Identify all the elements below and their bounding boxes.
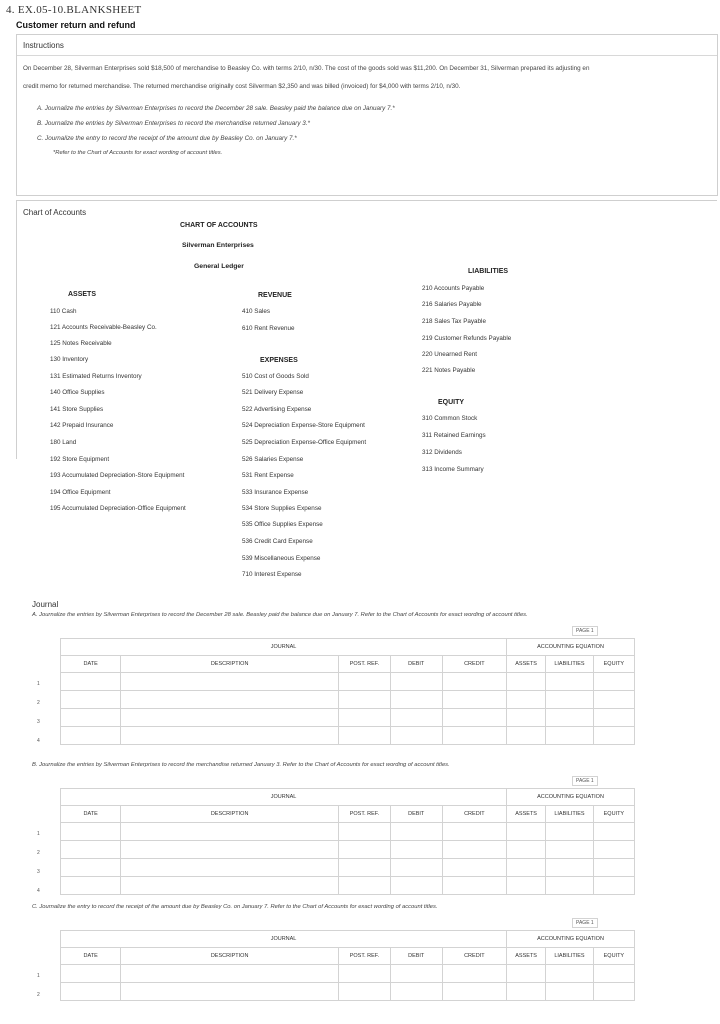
expense-account-2: 522 Advertising Expense [242,406,312,413]
journal-cell[interactable] [121,823,339,841]
column-header: ASSETS [507,806,546,823]
column-header: LIABILITIES [546,948,594,965]
asset-account-7: 142 Prepaid Insurance [50,422,114,429]
journal-cell[interactable] [507,709,546,727]
journal-title: JOURNAL [61,931,507,948]
journal-cell[interactable] [61,709,121,727]
asset-account-3: 130 Inventory [50,356,89,363]
journal-table [60,930,635,1001]
journal-prompt-0: A. Journalize the entries by Silverman Enterprises to record the December 28 sale. Beasley paid the balance due on January 7. Refer to the Chart of Accounts for exact wording of account titles. [32,612,528,618]
journal-cell[interactable] [121,877,339,895]
column-header: DESCRIPTION [121,806,339,823]
row-number: 3 [37,719,40,725]
row-number: 2 [37,992,40,998]
expenses-heading: EXPENSES [260,357,298,364]
journal-cell[interactable] [593,823,634,841]
journal-cell[interactable] [390,673,442,691]
journal-cell[interactable] [442,691,506,709]
journal-cell[interactable] [546,691,594,709]
expense-account-3: 524 Depreciation Expense-Store Equipment [242,422,365,429]
journal-cell[interactable] [507,859,546,877]
journal-table [60,638,635,745]
column-header: DEBIT [390,948,442,965]
journal-cell[interactable] [61,727,121,745]
journal-cell[interactable] [121,673,339,691]
instructions-panel [16,34,718,196]
column-header: LIABILITIES [546,656,594,673]
journal-cell[interactable] [339,691,391,709]
coa-title: CHART OF ACCOUNTS [180,222,258,229]
expense-account-1: 521 Delivery Expense [242,389,304,396]
column-header: POST. REF. [339,806,391,823]
revenue-account-0: 410 Sales [242,308,271,315]
journal-cell[interactable] [390,859,442,877]
journal-cell[interactable] [390,965,442,983]
journal-cell[interactable] [61,841,121,859]
journal-cell[interactable] [593,709,634,727]
journal-cell[interactable] [390,877,442,895]
journal-cell[interactable] [442,673,506,691]
journal-page-label: PAGE 1 [572,626,598,636]
journal-cell[interactable] [507,691,546,709]
journal-row [61,859,635,877]
journal-cell[interactable] [339,877,391,895]
column-header: CREDIT [442,656,506,673]
journal-cell[interactable] [507,727,546,745]
equity-account-2: 312 Dividends [422,449,462,456]
journal-page-label: PAGE 1 [572,776,598,786]
journal-title: JOURNAL [61,789,507,806]
journal-cell[interactable] [121,709,339,727]
equity-heading: EQUITY [438,399,465,406]
journal-cell[interactable] [390,841,442,859]
journal-cell[interactable] [593,859,634,877]
row-number: 4 [37,738,40,744]
journal-cell[interactable] [546,841,594,859]
column-header: POST. REF. [339,656,391,673]
row-number: 2 [37,700,40,706]
coa-company: Silverman Enterprises [182,242,254,249]
asset-account-12: 195 Accumulated Depreciation-Office Equipment [50,505,186,512]
liability-account-5: 221 Notes Payable [422,367,476,374]
journal-cell[interactable] [339,709,391,727]
journal-cell[interactable] [339,859,391,877]
column-header: ASSETS [507,656,546,673]
journal-cell[interactable] [61,965,121,983]
revenue-account-1: 610 Rent Revenue [242,325,295,332]
asset-account-8: 180 Land [50,439,77,446]
column-header: DEBIT [390,656,442,673]
instructions-para1: On December 28, Silverman Enterprises sold $18,500 of merchandise to Beasley Co. with terms 2/10, n/30. The cost of the goods sold was $11,200. On December 31, Silverman prepared its adjusting en [23,65,590,72]
instructions-heading: Instructions [23,41,64,50]
asset-account-11: 194 Office Equipment [50,489,111,496]
journal-cell[interactable] [442,709,506,727]
journal-page-label: PAGE 1 [572,918,598,928]
expense-account-11: 539 Miscellaneous Expense [242,555,321,562]
page-title: 4. EX.05-10.BLANKSHEET [6,4,142,16]
asset-account-2: 125 Notes Receivable [50,340,112,347]
column-header: EQUITY [593,656,634,673]
instructions-para2: credit memo for returned merchandise. The returned merchandise originally cost Silverman $2,350 and was billed (invoiced) for $4,000 with terms 2/10, n/30. [23,83,461,90]
expense-account-0: 510 Cost of Goods Sold [242,373,309,380]
journal-title: JOURNAL [61,639,507,656]
journal-cell[interactable] [546,983,594,1001]
expense-account-8: 534 Store Supplies Expense [242,505,322,512]
expense-account-5: 526 Salaries Expense [242,456,304,463]
equity-account-3: 313 Income Summary [422,466,484,473]
column-header: CREDIT [442,806,506,823]
journal-cell[interactable] [339,965,391,983]
journal-heading: Journal [32,600,59,609]
chart-heading: Chart of Accounts [23,208,87,217]
expense-account-7: 533 Insurance Expense [242,489,309,496]
equity-account-1: 311 Retained Earnings [422,432,486,439]
journal-cell[interactable] [390,691,442,709]
assets-heading: ASSETS [68,291,97,298]
column-header: CREDIT [442,948,506,965]
journal-row [61,877,635,895]
journal-cell[interactable] [442,965,506,983]
journal-cell[interactable] [61,673,121,691]
journal-cell[interactable] [390,823,442,841]
journal-cell[interactable] [121,691,339,709]
liability-account-1: 216 Salaries Payable [422,301,482,308]
instructions-divider [17,55,717,56]
row-number: 1 [37,681,40,687]
asset-account-6: 141 Store Supplies [50,406,104,413]
journal-cell[interactable] [390,983,442,1001]
journal-cell[interactable] [507,983,546,1001]
journal-cell[interactable] [546,877,594,895]
accounting-equation-title: ACCOUNTING EQUATION [507,789,635,806]
liability-account-2: 218 Sales Tax Payable [422,318,486,325]
row-number: 4 [37,888,40,894]
journal-cell[interactable] [507,673,546,691]
revenue-heading: REVENUE [258,292,292,299]
column-header: DESCRIPTION [121,656,339,673]
journal-row [61,709,635,727]
journal-cell[interactable] [61,859,121,877]
expense-account-6: 531 Rent Expense [242,472,294,479]
journal-cell[interactable] [593,877,634,895]
liability-account-3: 219 Customer Refunds Payable [422,335,512,342]
journal-cell[interactable] [442,727,506,745]
asset-account-10: 193 Accumulated Depreciation-Store Equipment [50,472,185,479]
column-header: EQUITY [593,948,634,965]
journal-row [61,841,635,859]
journal-row [61,673,635,691]
accounting-equation-title: ACCOUNTING EQUATION [507,931,635,948]
journal-cell[interactable] [121,965,339,983]
journal-cell[interactable] [593,841,634,859]
journal-cell[interactable] [121,859,339,877]
journal-cell[interactable] [593,965,634,983]
asset-account-0: 110 Cash [50,308,77,315]
column-header: POST. REF. [339,948,391,965]
journal-cell[interactable] [442,859,506,877]
instruction-item-c: C. Journalize the entry to record the receipt of the amount due by Beasley Co. on January 7.* [37,135,297,142]
coa-ledger: General Ledger [194,263,244,270]
journal-cell[interactable] [61,691,121,709]
column-header: LIABILITIES [546,806,594,823]
asset-account-5: 140 Office Supplies [50,389,105,396]
equity-account-0: 310 Common Stock [422,415,478,422]
asset-account-1: 121 Accounts Receivable-Beasley Co. [50,324,157,331]
row-number: 1 [37,973,40,979]
column-header: DATE [61,806,121,823]
column-header: DATE [61,656,121,673]
journal-cell[interactable] [339,823,391,841]
journal-cell[interactable] [546,859,594,877]
liability-account-0: 210 Accounts Payable [422,285,485,292]
journal-cell[interactable] [339,727,391,745]
instruction-item-a: A. Journalize the entries by Silverman Enterprises to record the December 28 sale. Beasley paid the balance due on January 7.* [37,105,395,112]
journal-prompt-2: C. Journalize the entry to record the receipt of the amount due by Beasley Co. on January 7. Refer to the Chart of Accounts for exact wording of account titles. [32,904,438,910]
journal-cell[interactable] [442,877,506,895]
journal-cell[interactable] [593,983,634,1001]
journal-cell[interactable] [507,965,546,983]
instruction-note: *Refer to the Chart of Accounts for exact wording of account titles. [53,150,223,156]
journal-cell[interactable] [442,983,506,1001]
column-header: DATE [61,948,121,965]
row-number: 2 [37,850,40,856]
journal-cell[interactable] [507,877,546,895]
instruction-item-b: B. Journalize the entries by Silverman Enterprises to record the merchandise returned January 3.* [37,120,311,127]
journal-cell[interactable] [121,983,339,1001]
expense-account-4: 525 Depreciation Expense-Office Equipment [242,439,367,446]
journal-cell[interactable] [546,965,594,983]
journal-cell[interactable] [546,673,594,691]
journal-cell[interactable] [593,673,634,691]
journal-cell[interactable] [61,823,121,841]
column-header: EQUITY [593,806,634,823]
journal-cell[interactable] [61,983,121,1001]
page-subtitle: Customer return and refund [16,20,136,30]
journal-row [61,965,635,983]
journal-table [60,788,635,895]
journal-row [61,983,635,1001]
journal-row [61,691,635,709]
row-number: 1 [37,831,40,837]
journal-cell[interactable] [507,841,546,859]
column-header: DEBIT [390,806,442,823]
journal-prompt-1: B. Journalize the entries by Silverman Enterprises to record the merchandise returned January 3. Refer to the Chart of Accounts for exact wording of account titles. [32,762,450,768]
journal-cell[interactable] [546,727,594,745]
journal-cell[interactable] [339,673,391,691]
expense-account-12: 710 Interest Expense [242,571,302,578]
journal-cell[interactable] [339,841,391,859]
journal-cell[interactable] [390,727,442,745]
journal-cell[interactable] [593,691,634,709]
asset-account-9: 192 Store Equipment [50,456,110,463]
column-header: DESCRIPTION [121,948,339,965]
liabilities-heading: LIABILITIES [468,268,509,275]
journal-row [61,823,635,841]
asset-account-4: 131 Estimated Returns Inventory [50,373,142,380]
journal-cell[interactable] [339,983,391,1001]
journal-cell[interactable] [121,727,339,745]
journal-cell[interactable] [546,823,594,841]
journal-cell[interactable] [546,709,594,727]
journal-cell[interactable] [442,841,506,859]
accounting-equation-title: ACCOUNTING EQUATION [507,639,635,656]
journal-cell[interactable] [507,823,546,841]
journal-cell[interactable] [121,841,339,859]
expense-account-9: 535 Office Supplies Expense [242,521,323,528]
journal-row [61,727,635,745]
column-header: ASSETS [507,948,546,965]
journal-cell[interactable] [390,709,442,727]
row-number: 3 [37,869,40,875]
expense-account-10: 536 Credit Card Expense [242,538,313,545]
journal-cell[interactable] [593,727,634,745]
liability-account-4: 220 Unearned Rent [422,351,477,358]
journal-cell[interactable] [61,877,121,895]
journal-cell[interactable] [442,823,506,841]
